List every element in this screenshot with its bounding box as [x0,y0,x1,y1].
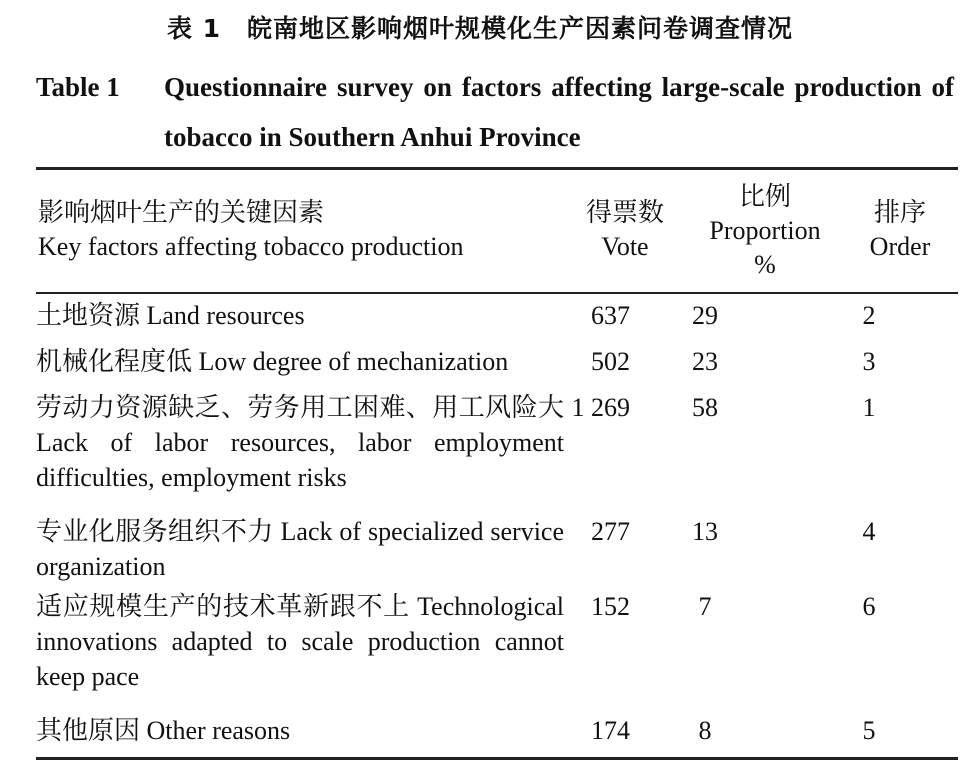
factor-cell: 劳动力资源缺乏、劳务用工困难、用工风险大 Lack of labor resources, labor employment difficulties, employment risks [36,393,564,492]
column-header-proportion-en: Proportion [709,216,821,245]
table-number-english: Table 1 [36,72,120,102]
table-row [36,390,958,514]
table-number-chinese: 表 1 [166,14,222,43]
proportion-cell: 7 [698,592,712,621]
factor-cell: 专业化服务组织不力 Lack of specialized service organization [36,517,564,581]
table-top-rule [36,167,958,170]
table-row [36,713,958,757]
vote-cell: 637 [591,301,630,330]
proportion-cell: 58 [692,393,718,422]
table-bottom-rule [36,757,958,760]
factor-cell: 其他原因 Other reasons [36,716,291,745]
column-header-factor [38,196,578,264]
vote-cell: 502 [591,347,630,376]
factor-cell: 适应规模生产的技术革新跟不上 Technological innovations adapted to scale production cannot keep pace [36,592,564,691]
proportion-cell: 13 [692,517,718,546]
order-cell: 1 [862,393,876,422]
column-header-vote-en: Vote [601,232,649,261]
vote-cell: 174 [591,716,630,745]
table-title-chinese [0,12,960,46]
proportion-cell: 29 [692,301,718,330]
proportion-cell: 23 [692,347,718,376]
order-cell: 4 [862,517,876,546]
order-cell: 6 [862,592,876,621]
order-cell: 3 [862,347,876,376]
order-cell: 5 [862,716,876,745]
table-row [36,344,958,390]
factor-cell: 机械化程度低 Low degree of mechanization [36,347,509,376]
column-header-order-cn: 排序 [873,198,926,227]
column-header-proportion-unit: % [754,250,776,279]
factors-table [36,298,958,757]
table-caption-english: Questionnaire survey on factors affecting large-scale production of tobacco in Southern Anhui Province [164,72,954,152]
column-header-order-en: Order [869,232,931,261]
column-header-proportion-cn: 比例 [738,182,791,211]
column-header-order [850,196,950,264]
table-row [36,514,958,589]
column-header-factor-cn: 影响烟叶生产的关键因素 [38,198,325,227]
order-cell: 2 [862,301,876,330]
table-row [36,298,958,344]
column-header-proportion [690,180,840,282]
table-header-rule [36,292,958,294]
factor-cell: 土地资源 Land resources [36,301,305,330]
vote-cell: 1 269 [571,393,630,422]
column-header-vote [570,196,680,264]
table-row [36,589,958,713]
column-header-factor-en: Key factors affecting tobacco production [38,232,464,261]
proportion-cell: 8 [698,716,712,745]
vote-cell: 277 [591,517,630,546]
column-header-vote-cn: 得票数 [585,198,664,227]
vote-cell: 152 [591,592,630,621]
table-caption-chinese: 皖南地区影响烟叶规模化生产因素问卷调查情况 [247,14,794,43]
